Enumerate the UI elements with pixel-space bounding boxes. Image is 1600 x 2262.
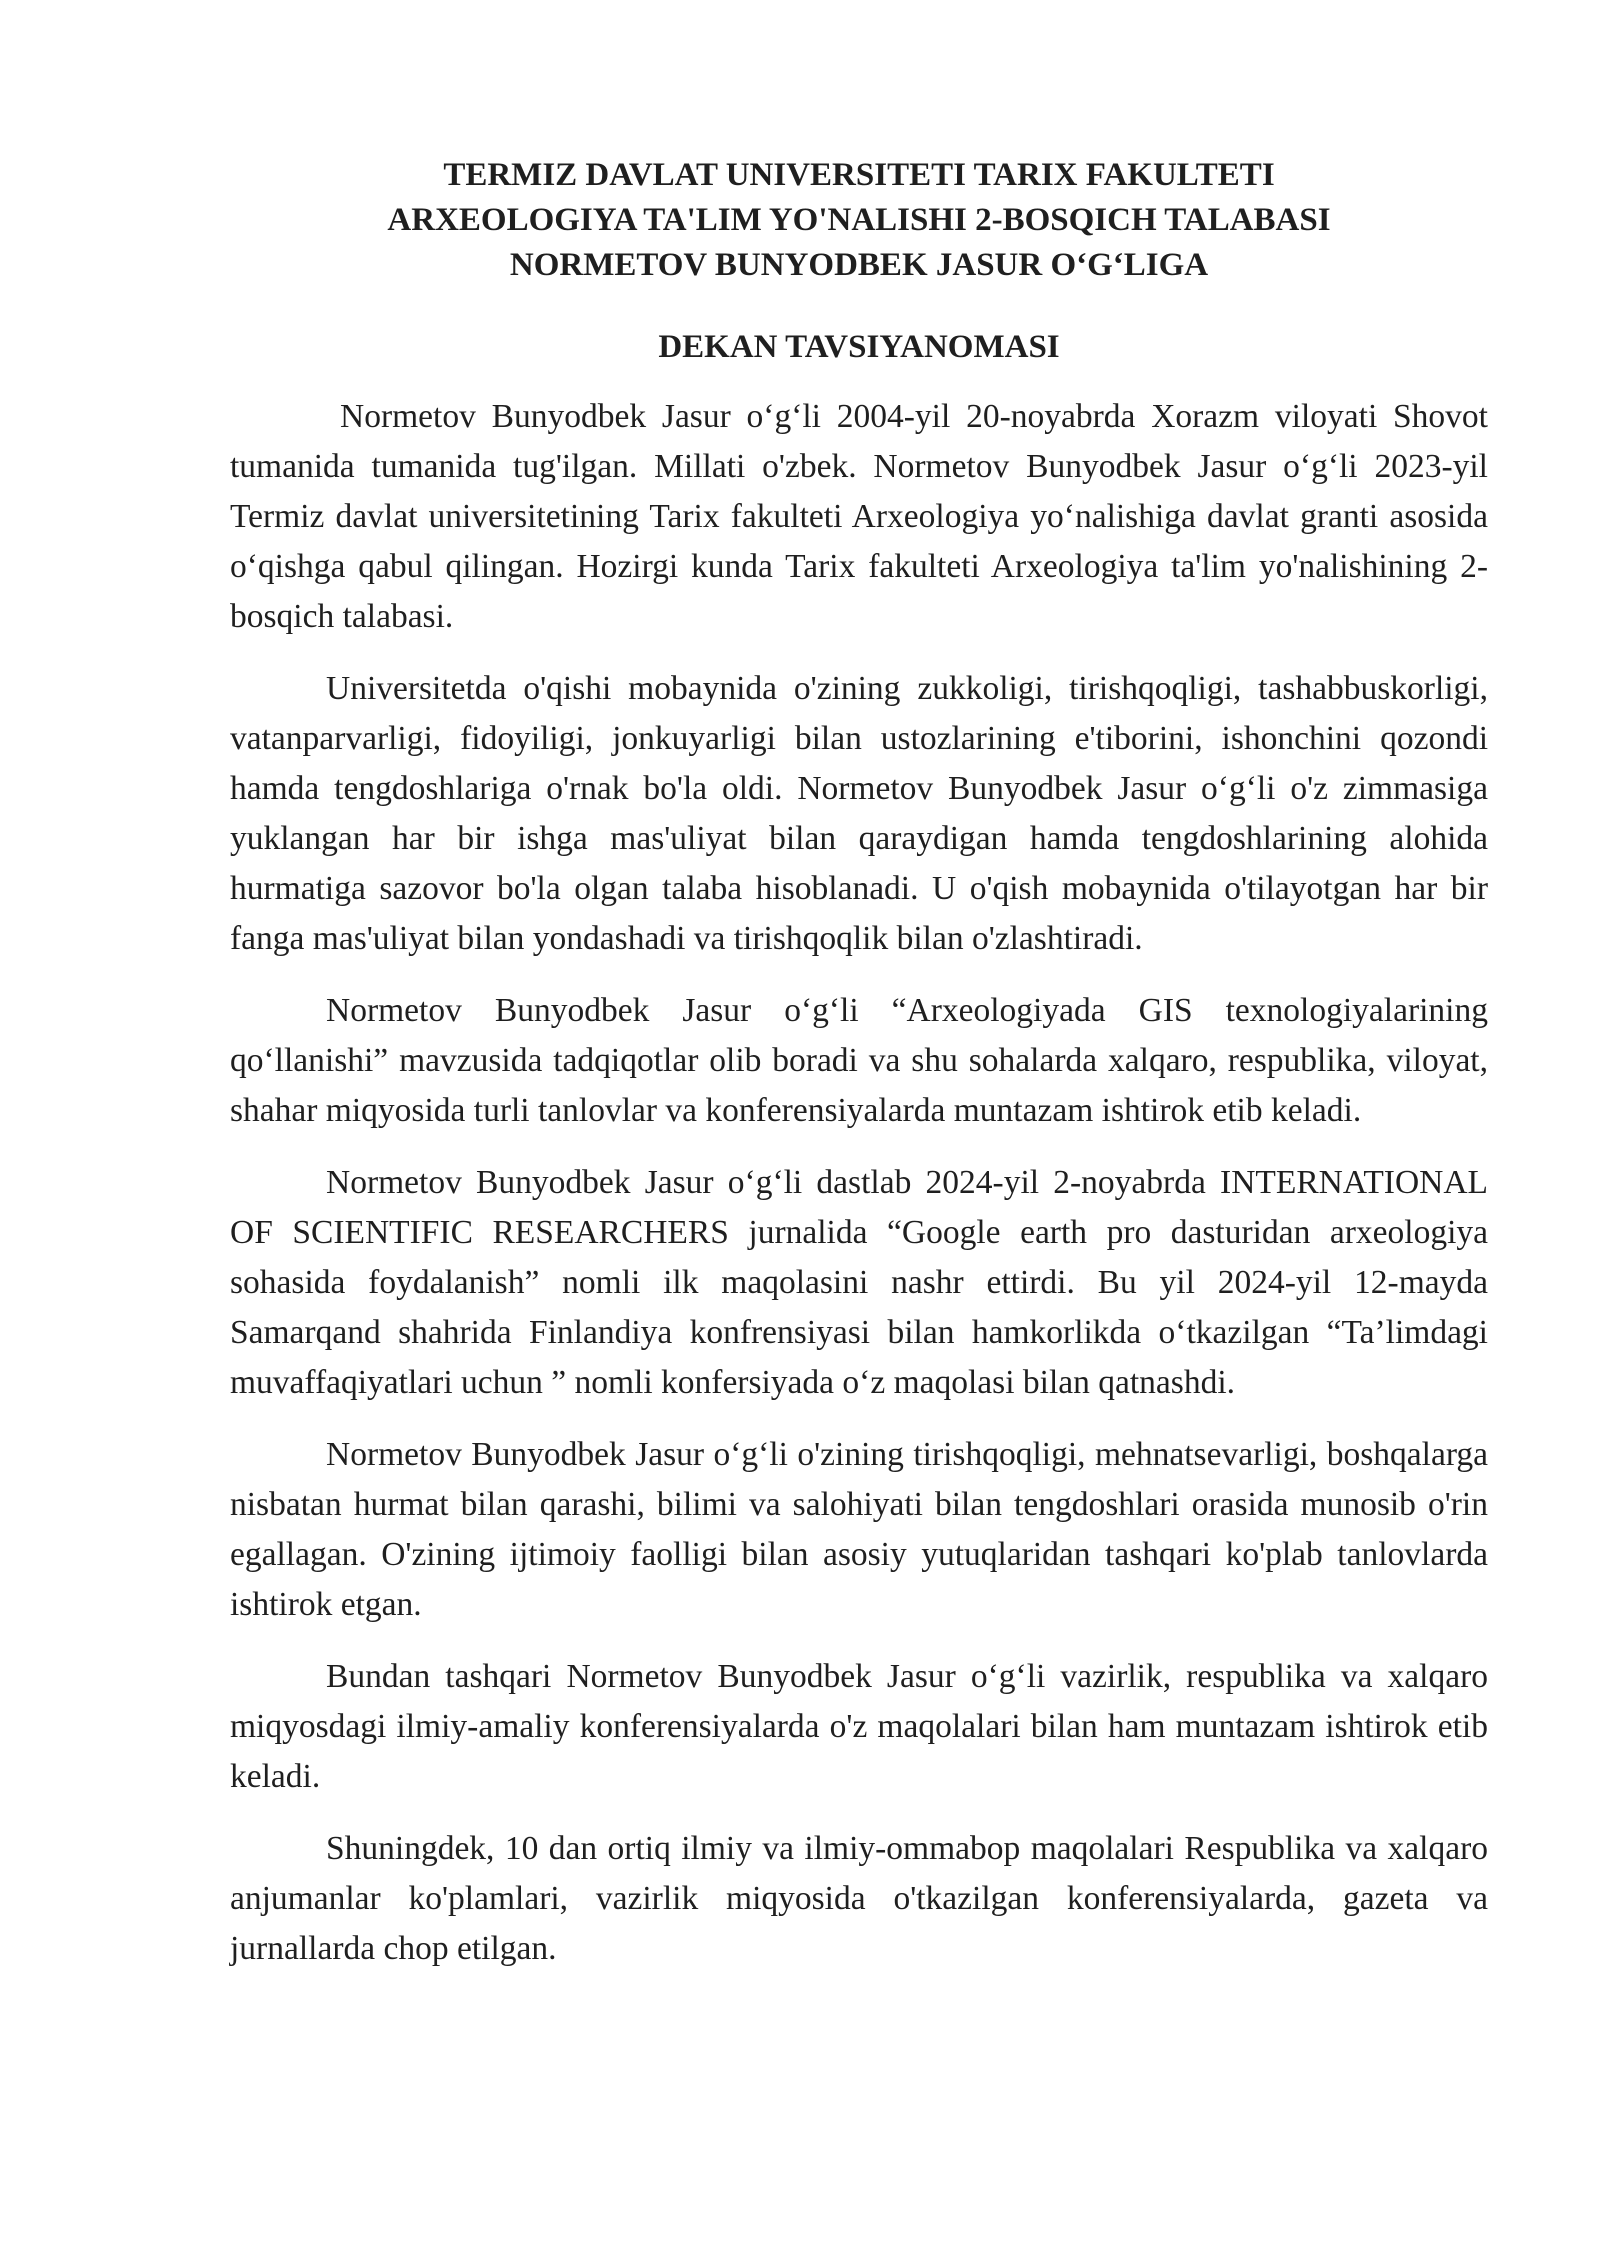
paragraph-character: Normetov Bunyodbek Jasur o‘g‘li o'zining tirishqoqligi, mehnatsevarligi, boshqalarga nisbatan hurmat bilan qarashi, bilimi va salohiyati bilan tengdoshlari orasida munosib o'rin egallagan. O'zining ijtimoiy faolligi bilan asosiy yutuqlaridan tashqari ko'plab tanlovlarda ishtirok etgan. <box>230 1436 1488 1623</box>
paragraph-research-topic: Normetov Bunyodbek Jasur o‘g‘li “Arxeologiyada GIS texnologiyalarining qo‘llanishi” mavzusida tadqiqotlar olib boradi va shu sohalarda xalqaro, respublika, viloyat, shahar miqyosida turli tanlovlar va konferensiyalarda muntazam ishtirok etib keladi. <box>230 992 1488 1129</box>
paragraph-biography: Normetov Bunyodbek Jasur o‘g‘li 2004-yil 20-noyabrda Xorazm viloyati Shovot tumanida tumanida tug'ilgan. Millati o'zbek. Normetov Bunyodbek Jasur o‘g‘li 2023-yil Termiz davlat universitetining Tarix fakulteti Arxeologiya yo‘nalishiga davlat granti asosida o‘qishga qabul qilingan. Hozirgi kunda Tarix fakulteti Arxeologiya ta'lim yo'nalishining 2-bosqich talabasi. <box>230 398 1488 635</box>
paragraph-conferences: Bundan tashqari Normetov Bunyodbek Jasur o‘g‘li vazirlik, respublika va xalqaro miqyosdagi ilmiy-amaliy konferensiyalarda o'z maqolalari bilan ham muntazam ishtirok etib keladi. <box>230 1658 1488 1795</box>
document-heading <box>230 153 1488 288</box>
document-title: DEKAN TAVSIYANOMASI <box>658 329 1060 365</box>
document-body <box>230 392 1488 1996</box>
heading-line-program: ARXEOLOGIYA TA'LIM YO'NALISHI 2-BOSQICH TALABASI <box>387 202 1331 238</box>
heading-line-student: NORMETOV BUNYODBEK JASUR O‘G‘LIGA <box>509 247 1209 283</box>
paragraph-publications: Normetov Bunyodbek Jasur o‘g‘li dastlab 2024-yil 2-noyabrda INTERNATIONAL OF SCIENTIFIC RESEARCHERS jurnalida “Google earth pro dasturidan arxeologiya sohasida foydalanish” nomli ilk maqolasini nashr ettirdi. Bu yil 2024-yil 12-mayda Samarqand shahrida Finlandiya konfrensiyasi bilan hamkorlikda o‘tkazilgan “Ta’limdagi muvaffaqiyatlari uchun ” nomli konfersiyada o‘z maqolasi bilan qatnashdi. <box>230 1164 1488 1401</box>
paragraph-articles: Shuningdek, 10 dan ortiq ilmiy va ilmiy-ommabop maqolalari Respublika va xalqaro anjumanlar ko'plamlari, vazirlik miqyosida o'tkazilgan konferensiyalarda, gazeta va jurnallarda chop etilgan. <box>230 1830 1488 1967</box>
paragraph-university-study: Universitetda o'qishi mobaynida o'zining zukkoligi, tirishqoqligi, tashabbuskorligi, vatanparvarligi, fidoyiligi, jonkuyarligi bilan ustozlarining e'tiborini, ishonchini qozondi hamda tengdoshlariga o'rnak bo'la oldi. Normetov Bunyodbek Jasur o‘g‘li o'z zimmasiga yuklangan har bir ishga mas'uliyat bilan qaraydigan hamda tengdoshlarining alohida hurmatiga sazovor bo'la olgan talaba hisoblanadi. U o'qish mobaynida o'tilayotgan har bir fanga mas'uliyat bilan yondashadi va tirishqoqlik bilan o'zlashtiradi. <box>230 670 1488 957</box>
heading-line-university: TERMIZ DAVLAT UNIVERSITETI TARIX FAKULTETI <box>443 157 1275 193</box>
